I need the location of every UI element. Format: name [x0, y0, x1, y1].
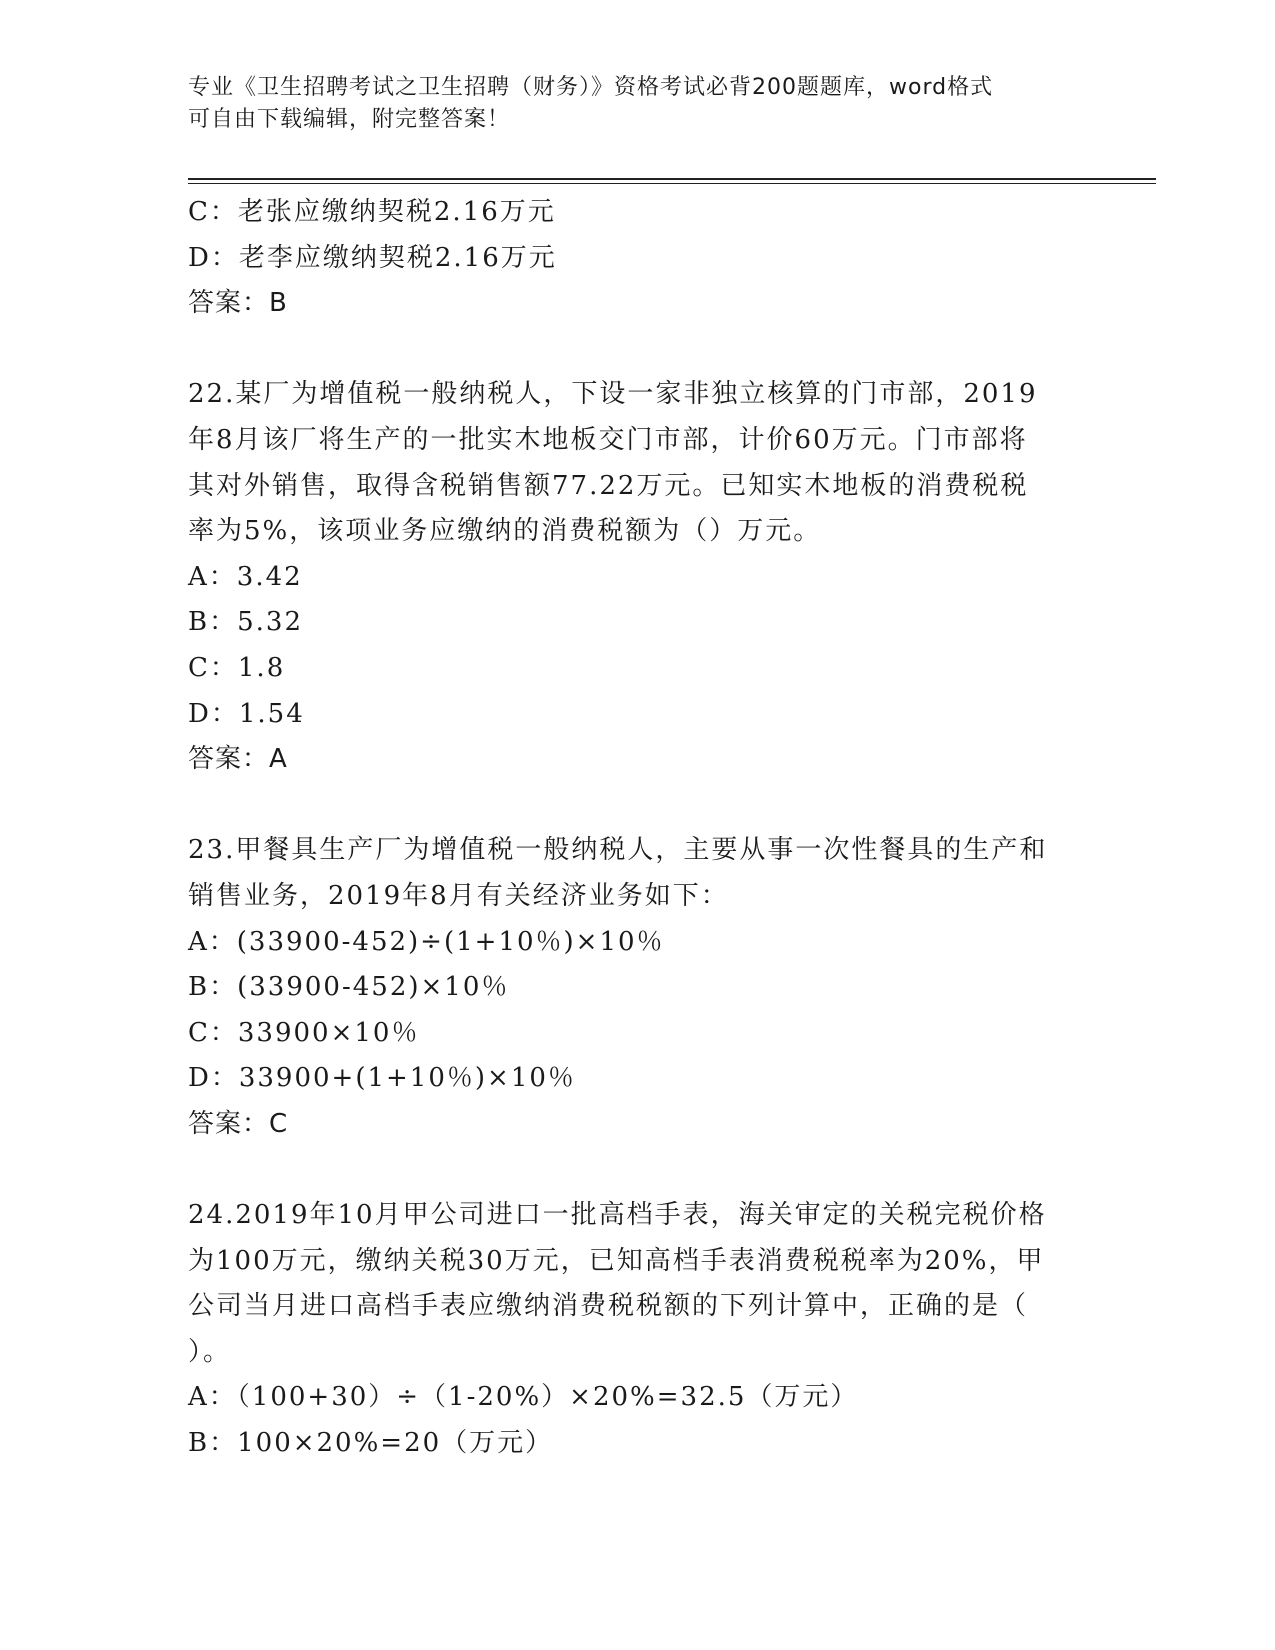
option-c: C：33900×10％	[188, 1017, 420, 1048]
question-text-line: 24.2019年10月甲公司进口一批高档手表，海关审定的关税完税价格	[188, 1200, 1047, 1231]
option-d: D：1.54	[188, 698, 305, 729]
answer-line: 答案：C	[188, 1108, 289, 1139]
header-line-2: 可自由下载编辑，附完整答案！	[188, 107, 511, 132]
header-line-1: 专业《卫生招聘考试之卫生招聘（财务）》资格考试必背200题题库，word格式	[188, 75, 994, 100]
question-text-line: 为100万元，缴纳关税30万元，已知高档手表消费税税率为20%，甲	[188, 1245, 1045, 1276]
header-divider-thin	[188, 183, 1156, 184]
prev-question	[188, 190, 1088, 327]
option-a: A：3.42	[188, 561, 303, 592]
question-text-line: 年8月该厂将生产的一批实木地板交门市部，计价60万元。门市部将	[188, 424, 1028, 455]
header-divider-thick	[188, 178, 1156, 180]
option-b: B：5.32	[188, 607, 303, 638]
question-text-line: ）。	[188, 1336, 232, 1367]
question-text-line: 其对外销售，取得含税销售额77.22万元。已知实木地板的消费税税	[188, 470, 1029, 501]
question-text	[188, 1193, 1088, 1375]
answer-line: 答案：B	[188, 288, 288, 319]
question-text-line: 22.某厂为增值税一般纳税人，下设一家非独立核算的门市部，2019	[188, 379, 1038, 410]
option-d: D：33900+(1+10％)×10％	[188, 1063, 576, 1094]
question-text-line: 销售业务，2019年8月有关经济业务如下：	[188, 880, 729, 911]
question-text-line: 率为5%，该项业务应缴纳的消费税额为（）万元。	[188, 516, 822, 547]
question-22	[188, 372, 1088, 782]
question-text-line: 公司当月进口高档手表应缴纳消费税税额的下列计算中，正确的是（	[188, 1291, 1029, 1322]
option-d: D：老李应缴纳契税2.16万元	[188, 242, 557, 273]
document-header	[188, 72, 1088, 136]
option-a: A：（100+30）÷（1-20%）×20%=32.5（万元）	[188, 1382, 859, 1413]
option-c: C：老张应缴纳契税2.16万元	[188, 197, 556, 227]
option-b: B：(33900-452)×10％	[188, 972, 510, 1003]
option-b: B：100×20%=20（万元）	[188, 1428, 554, 1459]
question-list	[188, 190, 1088, 1467]
option-a: A：(33900-452)÷(1+10％)×10％	[188, 926, 665, 957]
question-text	[188, 828, 1088, 919]
question-text	[188, 372, 1088, 554]
answer-line: 答案：A	[188, 744, 288, 775]
option-c: C：1.8	[188, 652, 286, 683]
question-23	[188, 828, 1088, 1147]
question-24	[188, 1193, 1088, 1467]
question-text-line: 23.甲餐具生产厂为增值税一般纳税人，主要从事一次性餐具的生产和	[188, 835, 1048, 866]
